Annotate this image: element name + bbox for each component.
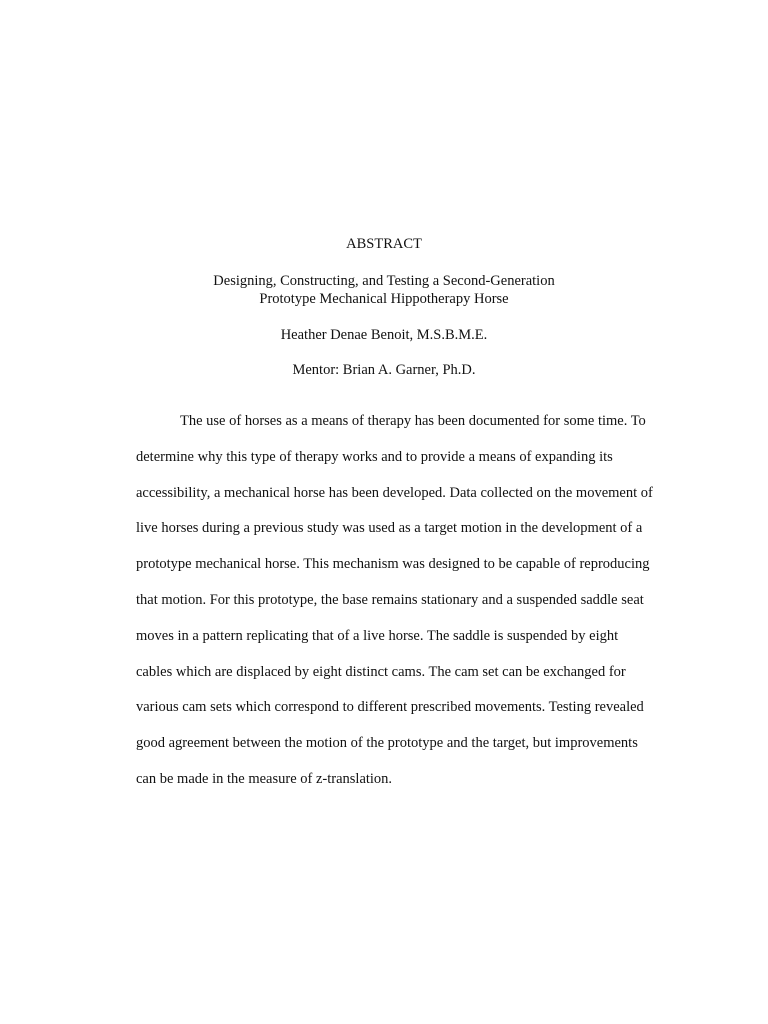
abstract-line: various cam sets which correspond to different prescribed movements. Testing revealed [136,699,644,716]
document-title [0,272,768,308]
abstract-line: good agreement between the motion of the prototype and the target, but improvements [136,735,638,752]
title-line: Prototype Mechanical Hippotherapy Horse [259,291,509,307]
abstract-line: live horses during a previous study was used as a target motion in the development of a [136,520,643,537]
abstract-line: can be made in the measure of z-translation. [136,770,393,787]
abstract-line: that motion. For this prototype, the base remains stationary and a suspended saddle seat [136,591,644,608]
mentor-line: Mentor: Brian A. Garner, Ph.D. [292,362,476,378]
abstract-heading: ABSTRACT [346,236,422,252]
abstract-line: cables which are displaced by eight distinct cams. The cam set can be exchanged for [136,663,626,680]
abstract-line: accessibility, a mechanical horse has been developed. Data collected on the movement of [136,484,653,501]
author-name: Heather Denae Benoit, M.S.B.M.E. [280,327,488,343]
abstract-line: The use of horses as a means of therapy has been documented for some time. To [180,413,646,429]
abstract-line: moves in a pattern replicating that of a live horse. The saddle is suspended by eight [136,627,619,644]
abstract-body [136,404,696,798]
abstract-line: determine why this type of therapy works and to provide a means of expanding its [136,448,613,465]
title-line: Designing, Constructing, and Testing a Second-Generation [213,273,555,289]
abstract-line: prototype mechanical horse. This mechanism was designed to be capable of reproducing [136,556,650,573]
